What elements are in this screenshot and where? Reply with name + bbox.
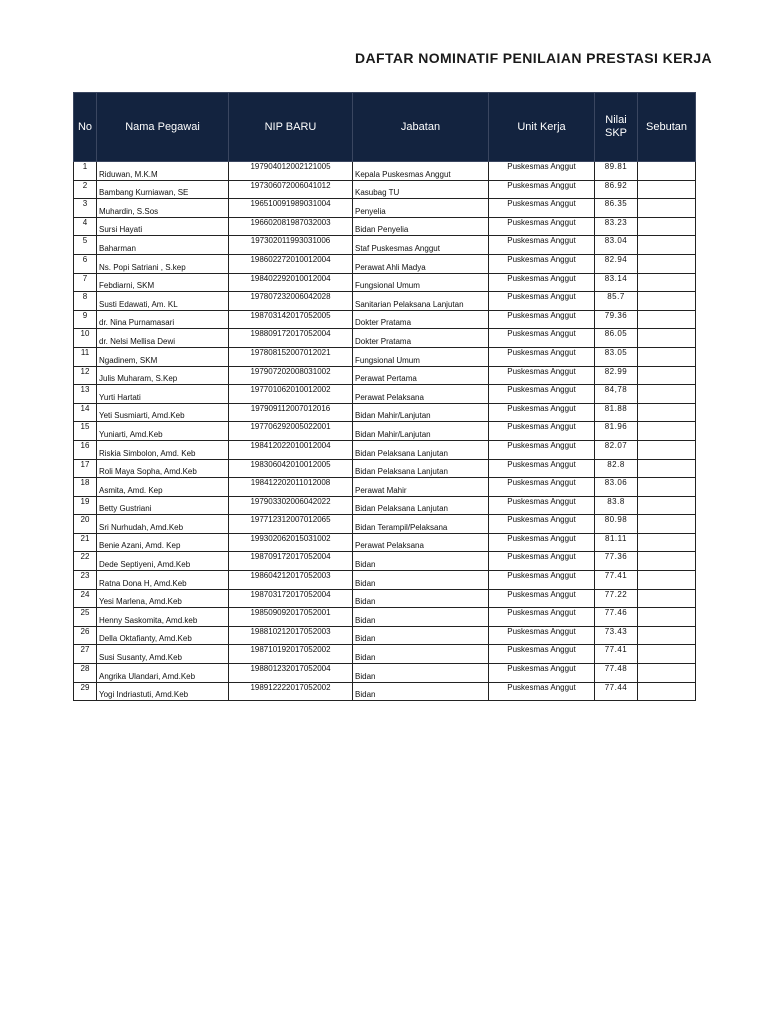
table-row xyxy=(74,273,696,292)
cell-jabatan: Bidan xyxy=(353,664,489,683)
cell-sebutan xyxy=(638,682,696,701)
table-row xyxy=(74,162,696,181)
cell-no: 8 xyxy=(74,292,97,311)
cell-nama-pegawai: Yesi Marlena, Amd.Keb xyxy=(97,589,229,608)
cell-jabatan: Bidan Mahir/Lanjutan xyxy=(353,403,489,422)
cell-nama-pegawai: Sri Nurhudah, Amd.Keb xyxy=(97,515,229,534)
cell-nilai-skp: 81.88 xyxy=(595,403,638,422)
cell-unit-kerja: Puskesmas Anggut xyxy=(489,478,595,497)
cell-nama-pegawai: Della Oktafianty, Amd.Keb xyxy=(97,626,229,645)
cell-nilai-skp: 86.35 xyxy=(595,199,638,218)
header-no: No xyxy=(74,93,97,162)
cell-no: 21 xyxy=(74,533,97,552)
cell-nilai-skp: 83.14 xyxy=(595,273,638,292)
table-row xyxy=(74,385,696,404)
nominatif-table xyxy=(73,92,696,701)
cell-unit-kerja: Puskesmas Anggut xyxy=(489,217,595,236)
cell-nilai-skp: 77.36 xyxy=(595,552,638,571)
cell-jabatan: Fungsional Umum xyxy=(353,273,489,292)
cell-nilai-skp: 77.41 xyxy=(595,645,638,664)
cell-no: 10 xyxy=(74,329,97,348)
cell-unit-kerja: Puskesmas Anggut xyxy=(489,645,595,664)
cell-nip-baru: 197302011993031006 xyxy=(229,236,353,255)
cell-nilai-skp: 86.92 xyxy=(595,180,638,199)
cell-sebutan xyxy=(638,440,696,459)
cell-unit-kerja: Puskesmas Anggut xyxy=(489,682,595,701)
table-row xyxy=(74,515,696,534)
cell-unit-kerja: Puskesmas Anggut xyxy=(489,199,595,218)
cell-nip-baru: 198602272010012004 xyxy=(229,254,353,273)
cell-no: 25 xyxy=(74,608,97,627)
cell-no: 1 xyxy=(74,162,97,181)
document-title: DAFTAR NOMINATIF PENILAIAN PRESTASI KERJA xyxy=(355,50,713,66)
cell-nip-baru: 197807232006042028 xyxy=(229,292,353,311)
cell-nama-pegawai: Betty Gustriani xyxy=(97,496,229,515)
cell-jabatan: Bidan Pelaksana Lanjutan xyxy=(353,496,489,515)
cell-no: 13 xyxy=(74,385,97,404)
cell-jabatan: Perawat Mahir xyxy=(353,478,489,497)
cell-unit-kerja: Puskesmas Anggut xyxy=(489,571,595,590)
cell-no: 6 xyxy=(74,254,97,273)
cell-nilai-skp: 86.05 xyxy=(595,329,638,348)
cell-nilai-skp: 77.44 xyxy=(595,682,638,701)
cell-no: 23 xyxy=(74,571,97,590)
cell-unit-kerja: Puskesmas Anggut xyxy=(489,162,595,181)
cell-nilai-skp: 80.98 xyxy=(595,515,638,534)
cell-sebutan xyxy=(638,385,696,404)
cell-nama-pegawai: Muhardin, S.Sos xyxy=(97,199,229,218)
cell-nilai-skp: 82.99 xyxy=(595,366,638,385)
cell-jabatan: Bidan xyxy=(353,608,489,627)
cell-nama-pegawai: Ns. Popi Satriani , S.kep xyxy=(97,254,229,273)
cell-no: 3 xyxy=(74,199,97,218)
table-row xyxy=(74,292,696,311)
cell-nama-pegawai: Sursi Hayati xyxy=(97,217,229,236)
table-row xyxy=(74,199,696,218)
cell-sebutan xyxy=(638,571,696,590)
header-nip-baru: NIP BARU xyxy=(229,93,353,162)
cell-no: 12 xyxy=(74,366,97,385)
cell-nilai-skp: 82.8 xyxy=(595,459,638,478)
header-nilai-line2: SKP xyxy=(604,127,627,139)
cell-no: 4 xyxy=(74,217,97,236)
cell-sebutan xyxy=(638,664,696,683)
cell-nip-baru: 198412022010012004 xyxy=(229,440,353,459)
cell-nip-baru: 197903302006042022 xyxy=(229,496,353,515)
cell-nilai-skp: 83.23 xyxy=(595,217,638,236)
cell-nama-pegawai: Julis Muharam, S.Kep xyxy=(97,366,229,385)
cell-no: 27 xyxy=(74,645,97,664)
cell-nilai-skp: 77.46 xyxy=(595,608,638,627)
table-body xyxy=(74,162,696,701)
header-nilai-line1: Nilai xyxy=(605,114,627,126)
cell-nama-pegawai: Yeti Susmiarti, Amd.Keb xyxy=(97,403,229,422)
cell-nip-baru: 196602081987032003 xyxy=(229,217,353,236)
cell-no: 18 xyxy=(74,478,97,497)
cell-nilai-skp: 89.81 xyxy=(595,162,638,181)
cell-unit-kerja: Puskesmas Anggut xyxy=(489,533,595,552)
cell-jabatan: Kasubag TU xyxy=(353,180,489,199)
cell-jabatan: Penyelia xyxy=(353,199,489,218)
table-row xyxy=(74,329,696,348)
cell-jabatan: Sanitarian Pelaksana Lanjutan xyxy=(353,292,489,311)
table-row xyxy=(74,533,696,552)
cell-nip-baru: 198306042010012005 xyxy=(229,459,353,478)
cell-nilai-skp: 81.96 xyxy=(595,422,638,441)
cell-sebutan xyxy=(638,162,696,181)
cell-sebutan xyxy=(638,459,696,478)
cell-nama-pegawai: Dede Septiyeni, Amd.Keb xyxy=(97,552,229,571)
cell-nama-pegawai: Yuniarti, Amd.Keb xyxy=(97,422,229,441)
cell-nama-pegawai: dr. Nelsi Mellisa Dewi xyxy=(97,329,229,348)
table-row xyxy=(74,217,696,236)
cell-sebutan xyxy=(638,589,696,608)
cell-nip-baru: 198703142017052005 xyxy=(229,310,353,329)
cell-no: 19 xyxy=(74,496,97,515)
cell-jabatan: Bidan Terampil/Pelaksana xyxy=(353,515,489,534)
table-row xyxy=(74,571,696,590)
header-jabatan: Jabatan xyxy=(353,93,489,162)
cell-nilai-skp: 85.7 xyxy=(595,292,638,311)
cell-nilai-skp: 83.8 xyxy=(595,496,638,515)
cell-unit-kerja: Puskesmas Anggut xyxy=(489,180,595,199)
cell-nilai-skp: 83.06 xyxy=(595,478,638,497)
cell-no: 16 xyxy=(74,440,97,459)
cell-unit-kerja: Puskesmas Anggut xyxy=(489,366,595,385)
cell-nama-pegawai: dr. Nina Purnamasari xyxy=(97,310,229,329)
cell-nip-baru: 198509092017052001 xyxy=(229,608,353,627)
cell-no: 5 xyxy=(74,236,97,255)
table-row xyxy=(74,440,696,459)
cell-unit-kerja: Puskesmas Anggut xyxy=(489,254,595,273)
cell-jabatan: Bidan xyxy=(353,571,489,590)
cell-sebutan xyxy=(638,273,696,292)
cell-jabatan: Bidan xyxy=(353,645,489,664)
table-row xyxy=(74,645,696,664)
header-nama-pegawai: Nama Pegawai xyxy=(97,93,229,162)
header-sebutan: Sebutan xyxy=(638,93,696,162)
cell-no: 11 xyxy=(74,347,97,366)
cell-jabatan: Perawat Pelaksana xyxy=(353,533,489,552)
cell-nama-pegawai: Yogi Indriastuti, Amd.Keb xyxy=(97,682,229,701)
cell-unit-kerja: Puskesmas Anggut xyxy=(489,292,595,311)
cell-nip-baru: 197904012002121005 xyxy=(229,162,353,181)
table-row xyxy=(74,608,696,627)
cell-sebutan xyxy=(638,310,696,329)
table-row xyxy=(74,496,696,515)
cell-jabatan: Bidan Penyelia xyxy=(353,217,489,236)
cell-nama-pegawai: Yurti Hartati xyxy=(97,385,229,404)
cell-sebutan xyxy=(638,217,696,236)
cell-no: 9 xyxy=(74,310,97,329)
cell-nilai-skp: 77.48 xyxy=(595,664,638,683)
cell-nilai-skp: 79.36 xyxy=(595,310,638,329)
cell-unit-kerja: Puskesmas Anggut xyxy=(489,329,595,348)
table-row xyxy=(74,180,696,199)
cell-sebutan xyxy=(638,496,696,515)
cell-unit-kerja: Puskesmas Anggut xyxy=(489,552,595,571)
cell-sebutan xyxy=(638,422,696,441)
cell-sebutan xyxy=(638,292,696,311)
cell-nama-pegawai: Ratna Dona H, Amd.Keb xyxy=(97,571,229,590)
cell-jabatan: Dokter Pratama xyxy=(353,329,489,348)
cell-jabatan: Bidan Pelaksana Lanjutan xyxy=(353,459,489,478)
cell-nama-pegawai: Roli Maya Sopha, Amd.Keb xyxy=(97,459,229,478)
cell-jabatan: Bidan Mahir/Lanjutan xyxy=(353,422,489,441)
cell-jabatan: Bidan xyxy=(353,589,489,608)
table-row xyxy=(74,626,696,645)
cell-no: 29 xyxy=(74,682,97,701)
cell-unit-kerja: Puskesmas Anggut xyxy=(489,310,595,329)
table-row xyxy=(74,422,696,441)
cell-nip-baru: 198709172017052004 xyxy=(229,552,353,571)
table-row xyxy=(74,552,696,571)
cell-nip-baru: 198703172017052004 xyxy=(229,589,353,608)
cell-sebutan xyxy=(638,236,696,255)
cell-nilai-skp: 83.04 xyxy=(595,236,638,255)
table-row xyxy=(74,459,696,478)
cell-nilai-skp: 81.11 xyxy=(595,533,638,552)
cell-nama-pegawai: Benie Azani, Amd. Kep xyxy=(97,533,229,552)
cell-no: 2 xyxy=(74,180,97,199)
table-row xyxy=(74,347,696,366)
cell-jabatan: Kepala Puskesmas Anggut xyxy=(353,162,489,181)
cell-nama-pegawai: Henny Saskomita, Amd.keb xyxy=(97,608,229,627)
cell-nilai-skp: 82.07 xyxy=(595,440,638,459)
cell-no: 17 xyxy=(74,459,97,478)
cell-nilai-skp: 73.43 xyxy=(595,626,638,645)
cell-no: 24 xyxy=(74,589,97,608)
cell-sebutan xyxy=(638,478,696,497)
cell-no: 14 xyxy=(74,403,97,422)
cell-jabatan: Fungsional Umum xyxy=(353,347,489,366)
cell-nip-baru: 199302062015031002 xyxy=(229,533,353,552)
table-row xyxy=(74,403,696,422)
cell-jabatan: Bidan xyxy=(353,552,489,571)
cell-sebutan xyxy=(638,515,696,534)
cell-nip-baru: 197808152007012021 xyxy=(229,347,353,366)
cell-sebutan xyxy=(638,199,696,218)
cell-unit-kerja: Puskesmas Anggut xyxy=(489,608,595,627)
cell-nip-baru: 197306072006041012 xyxy=(229,180,353,199)
table-row xyxy=(74,682,696,701)
cell-nama-pegawai: Asmita, Amd. Kep xyxy=(97,478,229,497)
cell-nama-pegawai: Susi Susanty, Amd.Keb xyxy=(97,645,229,664)
cell-no: 7 xyxy=(74,273,97,292)
cell-unit-kerja: Puskesmas Anggut xyxy=(489,496,595,515)
cell-nama-pegawai: Ngadinem, SKM xyxy=(97,347,229,366)
cell-sebutan xyxy=(638,329,696,348)
table-row xyxy=(74,254,696,273)
cell-nama-pegawai: Bambang Kurniawan, SE xyxy=(97,180,229,199)
cell-nip-baru: 198604212017052003 xyxy=(229,571,353,590)
cell-jabatan: Bidan xyxy=(353,682,489,701)
cell-sebutan xyxy=(638,608,696,627)
cell-nip-baru: 198912222017052002 xyxy=(229,682,353,701)
cell-unit-kerja: Puskesmas Anggut xyxy=(489,589,595,608)
cell-jabatan: Perawat Pelaksana xyxy=(353,385,489,404)
cell-sebutan xyxy=(638,347,696,366)
cell-nilai-skp: 82.94 xyxy=(595,254,638,273)
cell-nilai-skp: 84,78 xyxy=(595,385,638,404)
header-row xyxy=(74,93,696,162)
cell-no: 28 xyxy=(74,664,97,683)
cell-nip-baru: 197701062010012002 xyxy=(229,385,353,404)
cell-nip-baru: 198710192017052002 xyxy=(229,645,353,664)
cell-nip-baru: 198810212017052003 xyxy=(229,626,353,645)
cell-jabatan: Staf Puskesmas Anggut xyxy=(353,236,489,255)
cell-jabatan: Dokter Pratama xyxy=(353,310,489,329)
cell-nip-baru: 198412202011012008 xyxy=(229,478,353,497)
cell-sebutan xyxy=(638,366,696,385)
cell-unit-kerja: Puskesmas Anggut xyxy=(489,236,595,255)
cell-jabatan: Perawat Pertama xyxy=(353,366,489,385)
cell-sebutan xyxy=(638,403,696,422)
cell-nilai-skp: 83.05 xyxy=(595,347,638,366)
cell-nip-baru: 198402292010012004 xyxy=(229,273,353,292)
cell-nip-baru: 198809172017052004 xyxy=(229,329,353,348)
cell-nilai-skp: 77.22 xyxy=(595,589,638,608)
cell-nip-baru: 197712312007012065 xyxy=(229,515,353,534)
cell-nip-baru: 197706292005022001 xyxy=(229,422,353,441)
cell-sebutan xyxy=(638,645,696,664)
cell-unit-kerja: Puskesmas Anggut xyxy=(489,422,595,441)
cell-nip-baru: 198801232017052004 xyxy=(229,664,353,683)
cell-nama-pegawai: Baharman xyxy=(97,236,229,255)
cell-no: 22 xyxy=(74,552,97,571)
cell-jabatan: Bidan xyxy=(353,626,489,645)
cell-unit-kerja: Puskesmas Anggut xyxy=(489,403,595,422)
cell-unit-kerja: Puskesmas Anggut xyxy=(489,664,595,683)
table-row xyxy=(74,366,696,385)
cell-nama-pegawai: Angrika Ulandari, Amd.Keb xyxy=(97,664,229,683)
cell-unit-kerja: Puskesmas Anggut xyxy=(489,626,595,645)
table-header xyxy=(74,93,696,162)
table-row xyxy=(74,478,696,497)
cell-jabatan: Perawat Ahli Madya xyxy=(353,254,489,273)
cell-nip-baru: 197907202008031002 xyxy=(229,366,353,385)
cell-unit-kerja: Puskesmas Anggut xyxy=(489,347,595,366)
table-row xyxy=(74,236,696,255)
header-nilai-skp xyxy=(595,93,638,162)
cell-nip-baru: 196510091989031004 xyxy=(229,199,353,218)
table-row xyxy=(74,310,696,329)
cell-sebutan xyxy=(638,552,696,571)
cell-sebutan xyxy=(638,533,696,552)
cell-unit-kerja: Puskesmas Anggut xyxy=(489,515,595,534)
cell-no: 20 xyxy=(74,515,97,534)
cell-nama-pegawai: Febdiarni, SKM xyxy=(97,273,229,292)
cell-nilai-skp: 77.41 xyxy=(595,571,638,590)
table-row xyxy=(74,664,696,683)
cell-no: 15 xyxy=(74,422,97,441)
cell-sebutan xyxy=(638,254,696,273)
cell-nama-pegawai: Riskia Simbolon, Amd. Keb xyxy=(97,440,229,459)
cell-jabatan: Bidan Pelaksana Lanjutan xyxy=(353,440,489,459)
cell-sebutan xyxy=(638,180,696,199)
cell-no: 26 xyxy=(74,626,97,645)
cell-unit-kerja: Puskesmas Anggut xyxy=(489,440,595,459)
cell-unit-kerja: Puskesmas Anggut xyxy=(489,273,595,292)
cell-unit-kerja: Puskesmas Anggut xyxy=(489,459,595,478)
cell-unit-kerja: Puskesmas Anggut xyxy=(489,385,595,404)
cell-nama-pegawai: Susti Edawati, Am. KL xyxy=(97,292,229,311)
header-unit-kerja: Unit Kerja xyxy=(489,93,595,162)
cell-sebutan xyxy=(638,626,696,645)
cell-nama-pegawai: Riduwan, M.K.M xyxy=(97,162,229,181)
cell-nip-baru: 197909112007012016 xyxy=(229,403,353,422)
table-row xyxy=(74,589,696,608)
